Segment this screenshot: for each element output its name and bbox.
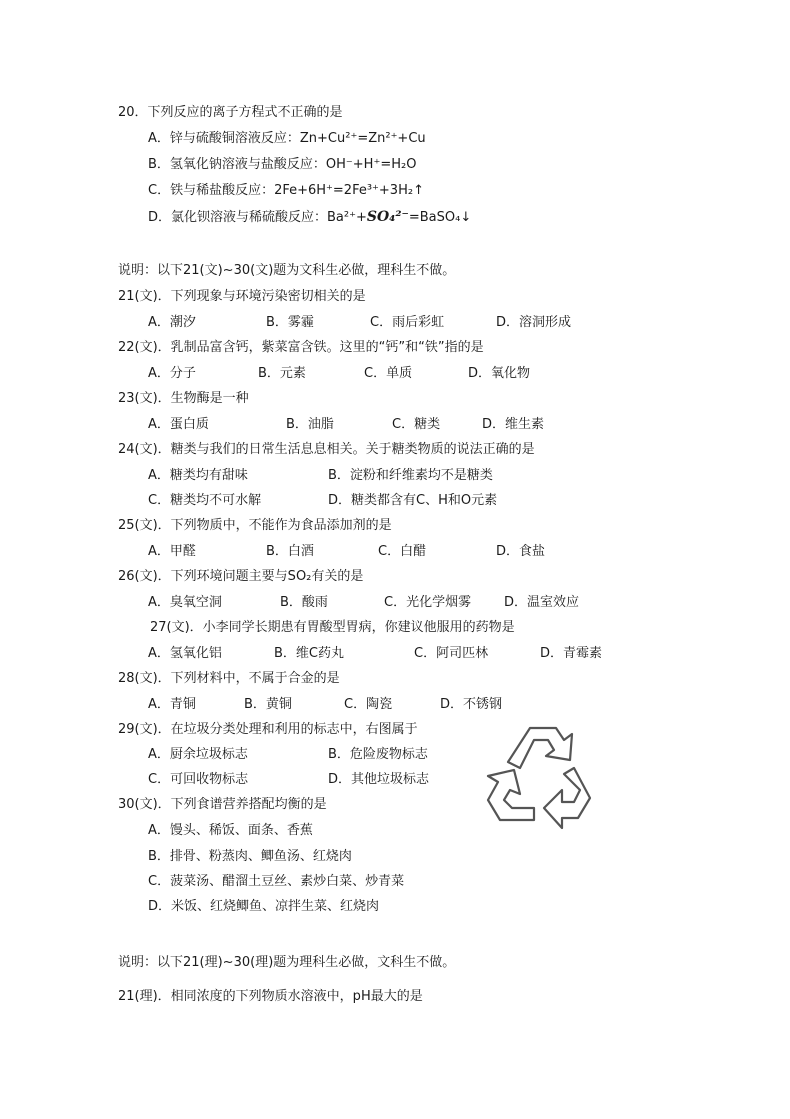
q25w-option-b: B．白酒 xyxy=(266,544,314,559)
q25w-option-c: C．白醋 xyxy=(378,544,427,559)
q20-option-d-text: D．氯化钡溶液与稀硫酸反应：Ba²⁺+ xyxy=(148,210,367,225)
q20-option-b: B．氢氧化钠溶液与盐酸反应：OH⁻+H⁺=H₂O xyxy=(148,157,417,172)
q20-option-d-tail: =BaSO₄↓ xyxy=(408,210,472,225)
q26w-option-a: A．臭氧空洞 xyxy=(148,595,222,610)
q27w-option-b: B．维C药丸 xyxy=(274,646,344,661)
q29w-option-a: A．厨余垃圾标志 xyxy=(148,747,248,762)
q24w-option-d: D．糖类都含有C、H和O元素 xyxy=(328,493,498,508)
q21l-stem: 21(理)．相同浓度的下列物质水溶液中，pH最大的是 xyxy=(118,989,423,1004)
q24w-option-a: A．糖类均有甜味 xyxy=(148,468,248,483)
q21w-option-d: D．溶洞形成 xyxy=(496,315,572,330)
sulfate-formula: SO₄²⁻ xyxy=(366,209,409,225)
q24w-stem: 24(文)．糖类与我们的日常生活息息相关。关于糖类物质的说法正确的是 xyxy=(118,442,535,457)
q26w-option-b: B．酸雨 xyxy=(280,595,328,610)
q30w-option-d: D．米饭、红烧鲫鱼、凉拌生菜、红烧肉 xyxy=(148,899,380,914)
q21w-stem: 21(文)．下列现象与环境污染密切相关的是 xyxy=(118,289,366,304)
q30w-stem: 30(文)．下列食谱营养搭配均衡的是 xyxy=(118,797,327,812)
q27w-stem: 27(文)．小李同学长期患有胃酸型胃病，你建议他服用的药物是 xyxy=(150,620,515,635)
q20-stem: 20．下列反应的离子方程式不正确的是 xyxy=(118,105,343,120)
q28w-option-c: C．陶瓷 xyxy=(344,697,393,712)
q21w-option-c: C．雨后彩虹 xyxy=(370,315,445,330)
q27w-option-a: A．氢氧化铝 xyxy=(148,646,222,661)
q20-option-d xyxy=(148,208,471,227)
q27w-option-c: C．阿司匹林 xyxy=(414,646,489,661)
q29w-stem: 29(文)．在垃圾分类处理和利用的标志中，右图属于 xyxy=(118,722,418,737)
q22w-option-a: A．分子 xyxy=(148,366,196,381)
q20-option-c: C．铁与稀盐酸反应：2Fe+6H⁺=2Fe³⁺+3H₂↑ xyxy=(148,183,424,198)
q26w-option-c: C．光化学烟雾 xyxy=(384,595,472,610)
q28w-option-d: D．不锈钢 xyxy=(440,697,503,712)
q28w-option-b: B．黄铜 xyxy=(244,697,292,712)
q23w-stem: 23(文)．生物酶是一种 xyxy=(118,391,249,406)
q26w-option-d: D．温室效应 xyxy=(504,595,580,610)
note-science: 说明：以下21(理)~30(理)题为理科生必做，文科生不做。 xyxy=(118,955,456,970)
q22w-option-b: B．元素 xyxy=(258,366,306,381)
q29w-option-c: C．可回收物标志 xyxy=(148,772,249,787)
recycle-icon xyxy=(478,720,598,838)
q22w-option-d: D．氧化物 xyxy=(468,366,531,381)
q30w-option-b: B．排骨、粉蒸肉、鲫鱼汤、红烧肉 xyxy=(148,849,352,864)
q25w-stem: 25(文)．下列物质中，不能作为食品添加剂的是 xyxy=(118,518,392,533)
q30w-option-c: C．菠菜汤、醋溜土豆丝、素炒白菜、炒青菜 xyxy=(148,874,405,889)
q29w-option-b: B．危险废物标志 xyxy=(328,747,428,762)
q27w-option-d: D．青霉素 xyxy=(540,646,603,661)
q24w-option-c: C．糖类均不可水解 xyxy=(148,493,262,508)
q25w-option-a: A．甲醛 xyxy=(148,544,196,559)
q30w-option-a: A．馒头、稀饭、面条、香蕉 xyxy=(148,823,313,838)
q26w-stem: 26(文)．下列环境问题主要与SO₂有关的是 xyxy=(118,569,364,584)
q25w-option-d: D．食盐 xyxy=(496,544,546,559)
q22w-option-c: C．单质 xyxy=(364,366,413,381)
q28w-stem: 28(文)．下列材料中，不属于合金的是 xyxy=(118,671,340,686)
q23w-option-c: C．糖类 xyxy=(392,417,441,432)
q23w-option-b: B．油脂 xyxy=(286,417,334,432)
q21w-option-a: A．潮汐 xyxy=(148,315,196,330)
q22w-stem: 22(文)．乳制品富含钙，紫菜富含铁。这里的“钙”和“铁”指的是 xyxy=(118,340,484,355)
q21w-option-b: B．雾霾 xyxy=(266,315,314,330)
q29w-option-d: D．其他垃圾标志 xyxy=(328,772,430,787)
note-arts: 说明：以下21(文)~30(文)题为文科生必做，理科生不做。 xyxy=(118,263,456,278)
q23w-option-a: A．蛋白质 xyxy=(148,417,209,432)
q28w-option-a: A．青铜 xyxy=(148,697,196,712)
q20-option-a: A．锌与硫酸铜溶液反应：Zn+Cu²⁺=Zn²⁺+Cu xyxy=(148,131,426,146)
q24w-option-b: B．淀粉和纤维素均不是糖类 xyxy=(328,468,493,483)
q23w-option-d: D．维生素 xyxy=(482,417,545,432)
